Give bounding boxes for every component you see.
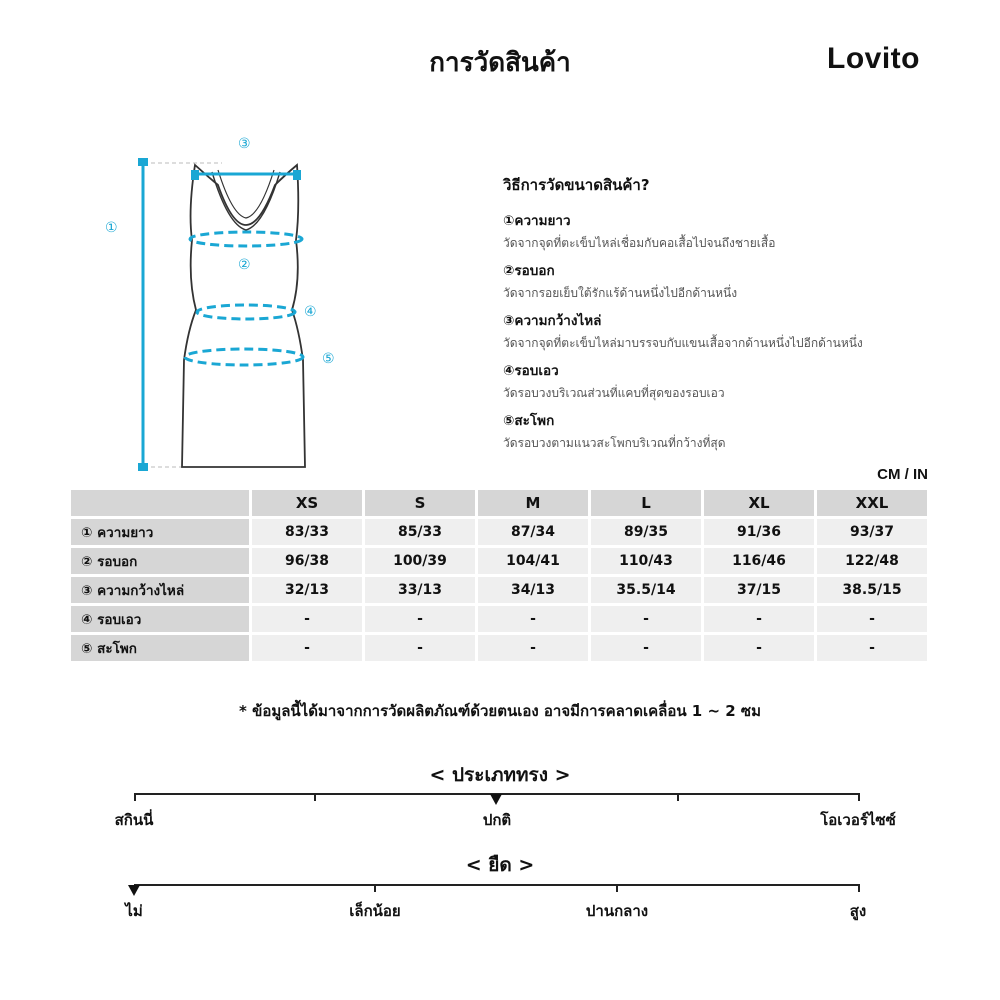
table-cell: - bbox=[591, 606, 701, 632]
row-label: ③ ความกว้างไหล่ bbox=[71, 577, 249, 603]
table-cell: 33/13 bbox=[365, 577, 475, 603]
dress-diagram bbox=[100, 130, 360, 480]
waist-marker: ④ bbox=[304, 304, 317, 320]
guide-item-bust bbox=[503, 259, 963, 303]
stretch-scale-title: < ยืด > bbox=[465, 854, 535, 876]
dress-outline bbox=[182, 165, 305, 467]
fit-selected-marker-icon bbox=[490, 794, 502, 805]
table-cell: - bbox=[478, 606, 588, 632]
table-cell: 38.5/15 bbox=[817, 577, 927, 603]
fit-label-regular: ปกติ bbox=[482, 811, 512, 829]
table-cell: - bbox=[252, 635, 362, 661]
guide-item-shoulder bbox=[503, 309, 963, 353]
guide-title: วิธีการวัดขนาดสินค้า? bbox=[503, 176, 650, 194]
guide-item-length bbox=[503, 209, 963, 253]
table-cell: - bbox=[817, 606, 927, 632]
row-label: ② รอบอก bbox=[71, 548, 249, 574]
size-table bbox=[68, 487, 930, 664]
bust-marker: ② bbox=[238, 257, 251, 273]
table-cell: - bbox=[478, 635, 588, 661]
fit-tick bbox=[858, 793, 860, 801]
stretch-label-none: ไม่ bbox=[125, 902, 143, 920]
table-row bbox=[71, 519, 927, 545]
stretch-tick bbox=[616, 884, 618, 892]
guide-item-desc: วัดรอบวงตามแนวสะโพกบริเวณที่กว้างที่สุด bbox=[503, 436, 726, 450]
shoulder-marker: ③ bbox=[238, 136, 251, 152]
table-cell: 104/41 bbox=[478, 548, 588, 574]
guide-item-label: ⑤สะโพก bbox=[503, 413, 555, 429]
row-label: ⑤ สะโพก bbox=[71, 635, 249, 661]
table-cell: 93/37 bbox=[817, 519, 927, 545]
stretch-tick bbox=[374, 884, 376, 892]
size-header: L bbox=[591, 490, 701, 516]
table-cell: 87/34 bbox=[478, 519, 588, 545]
brand-logo: Lovito bbox=[827, 42, 920, 75]
table-row bbox=[71, 548, 927, 574]
hip-marker: ⑤ bbox=[322, 351, 335, 367]
dress-outline-graphic bbox=[100, 130, 360, 480]
guide-item-label: ①ความยาว bbox=[503, 213, 571, 229]
stretch-label-slight: เล็กน้อย bbox=[349, 902, 401, 920]
row-label: ④ รอบเอว bbox=[71, 606, 249, 632]
stretch-label-high: สูง bbox=[849, 902, 867, 920]
guide-item-label: ②รอบอก bbox=[503, 263, 555, 279]
table-row bbox=[71, 635, 927, 661]
table-cell: - bbox=[704, 635, 814, 661]
guide-item-label: ④รอบเอว bbox=[503, 363, 559, 379]
table-cell: - bbox=[365, 606, 475, 632]
table-cell: - bbox=[704, 606, 814, 632]
table-cell: 89/35 bbox=[591, 519, 701, 545]
table-cell: 83/33 bbox=[252, 519, 362, 545]
table-cell: - bbox=[817, 635, 927, 661]
fit-scale-title: < ประเภททรง > bbox=[429, 764, 571, 786]
table-cell: 122/48 bbox=[817, 548, 927, 574]
fit-label-oversize: โอเวอร์ไซซ์ bbox=[820, 811, 896, 829]
size-header-row bbox=[71, 490, 927, 516]
table-cell: - bbox=[591, 635, 701, 661]
table-corner bbox=[71, 490, 249, 516]
stretch-tick bbox=[858, 884, 860, 892]
fit-label-skinny: สกินนี่ bbox=[114, 811, 154, 829]
table-cell: - bbox=[365, 635, 475, 661]
stretch-selected-marker-icon bbox=[128, 885, 140, 896]
guide-item-label: ③ความกว้างไหล่ bbox=[503, 313, 602, 329]
fit-tick bbox=[134, 793, 136, 801]
guide-item-desc: วัดรอบวงบริเวณส่วนที่แคบที่สุดของรอบเอว bbox=[503, 386, 725, 400]
table-cell: 96/38 bbox=[252, 548, 362, 574]
table-cell: 91/36 bbox=[704, 519, 814, 545]
table-row bbox=[71, 577, 927, 603]
guide-item-desc: วัดจากจุดที่ตะเข็บไหล่เชื่อมกับคอเสื้อไปจนถึงชายเสื้อ bbox=[503, 236, 776, 250]
size-header: XXL bbox=[817, 490, 927, 516]
table-cell: 37/15 bbox=[704, 577, 814, 603]
table-row bbox=[71, 606, 927, 632]
measurement-note: * ข้อมูลนี้ได้มาจากการวัดผลิตภัณฑ์ด้วยตนเอง อาจมีการคลาดเคลื่อน 1 ~ 2 ซม bbox=[239, 702, 761, 720]
size-header: S bbox=[365, 490, 475, 516]
table-cell: 116/46 bbox=[704, 548, 814, 574]
length-marker: ① bbox=[105, 220, 118, 236]
size-header: M bbox=[478, 490, 588, 516]
guide-item-waist bbox=[503, 359, 963, 403]
size-header: XS bbox=[252, 490, 362, 516]
table-cell: - bbox=[252, 606, 362, 632]
size-header: XL bbox=[704, 490, 814, 516]
stretch-label-medium: ปานกลาง bbox=[585, 902, 649, 920]
table-cell: 35.5/14 bbox=[591, 577, 701, 603]
table-cell: 34/13 bbox=[478, 577, 588, 603]
guide-item-desc: วัดจากจุดที่ตะเข็บไหล่มาบรรจบกับแขนเสื้อจากด้านหนึ่งไปอีกด้านหนึ่ง bbox=[503, 336, 863, 350]
table-cell: 32/13 bbox=[252, 577, 362, 603]
page-title: การวัดสินค้า bbox=[429, 48, 571, 78]
fit-tick bbox=[314, 793, 316, 801]
fit-tick bbox=[677, 793, 679, 801]
measurement-guide bbox=[503, 173, 963, 459]
stretch-scale-line bbox=[134, 884, 860, 886]
table-cell: 85/33 bbox=[365, 519, 475, 545]
table-cell: 100/39 bbox=[365, 548, 475, 574]
table-cell: 110/43 bbox=[591, 548, 701, 574]
guide-item-hip bbox=[503, 409, 963, 453]
row-label: ① ความยาว bbox=[71, 519, 249, 545]
guide-item-desc: วัดจากรอยเย็บใต้รักแร้ด้านหนึ่งไปอีกด้านหนึ่ง bbox=[503, 286, 738, 300]
unit-label: CM / IN bbox=[877, 466, 928, 483]
